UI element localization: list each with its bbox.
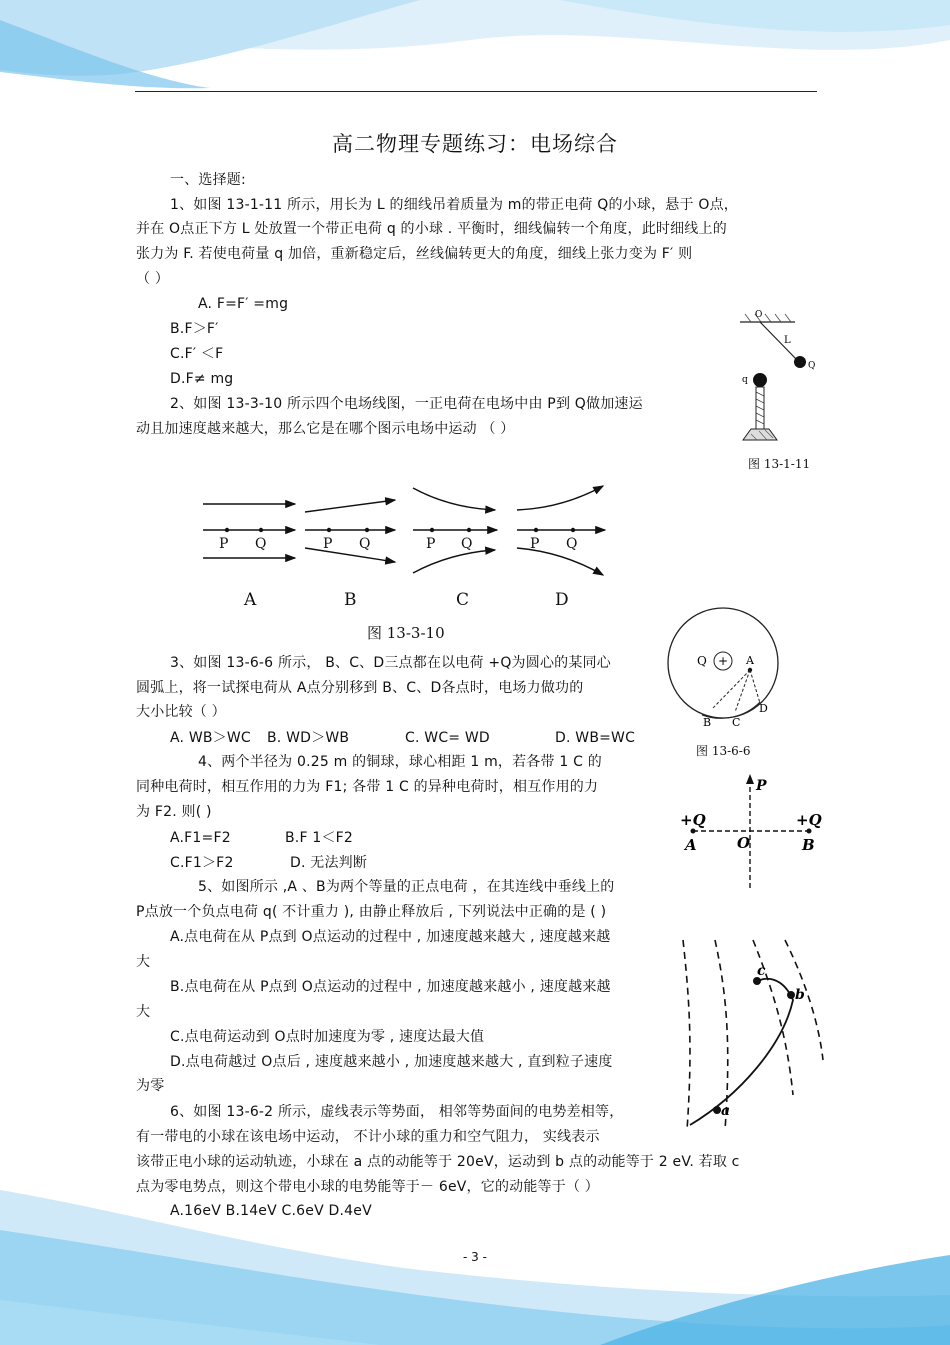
- fig1-label-o: O: [755, 310, 763, 320]
- q6-line-4: 点为零电势点，则这个带电小球的电势能等于－ 6eV，它的动能等于（ ）: [136, 1179, 599, 1195]
- q3-line-1: 3、如图 13-6-6 所示， B、C、D三点都在以电荷 +Q为圆心的某同心: [170, 655, 611, 671]
- fig3-label-q: Q: [697, 654, 707, 668]
- figure-13-6-2: [675, 935, 830, 1135]
- fig2-letter-a: A: [244, 590, 257, 610]
- fig5-label-a: a: [721, 1103, 731, 1119]
- page-title: 高二物理专题练习：电场综合: [332, 132, 618, 156]
- fig3-label-c: C: [732, 716, 741, 729]
- q5-option-b-1: B.点电荷在从 P点到 O点运动的过程中 , 加速度越来越小 , 速度越来越: [170, 979, 611, 995]
- q5-option-a-2: 大: [136, 954, 151, 970]
- fig4-label-b: B: [802, 836, 815, 854]
- q3-line-3: 大小比较（ ）: [136, 704, 226, 720]
- fig2-letter-c: C: [456, 590, 470, 610]
- fig5-label-c: c: [757, 963, 766, 979]
- q5-option-b-2: 大: [136, 1004, 151, 1020]
- q1-option-b: B.F＞F′: [170, 321, 219, 337]
- fig4-label-o: O: [737, 834, 751, 852]
- section-heading: 一、选择题:: [170, 172, 246, 188]
- q5-option-a-1: A.点电荷在从 P点到 O点运动的过程中 , 加速度越来越大 , 速度越来越: [170, 929, 611, 945]
- q1-line-3: 张力为 F. 若使电荷量 q 加倍，重新稳定后，丝线偏转更大的角度，细线上张力变为 F′ 则: [136, 246, 693, 262]
- q1-option-c: C.F′ ＜F: [170, 346, 224, 362]
- fig1-label-q-big: Q: [808, 361, 816, 371]
- figure-13-3-10: [195, 478, 615, 648]
- q5-option-c: C.点电荷运动到 O点时加速度为零 , 速度达最大值: [170, 1029, 485, 1045]
- q5-option-d-2: 为零: [136, 1078, 165, 1094]
- fig3-label-b: B: [703, 716, 712, 729]
- q4-option-a: A.F1=F2: [170, 830, 231, 846]
- q5-option-d-1: D.点电荷越过 O点后 , 速度越来越小 , 加速度越来越大 , 直到粒子速度: [170, 1054, 613, 1070]
- fig2-d-p: P: [530, 536, 540, 552]
- q4-line-3: 为 F2. 则( ): [136, 804, 212, 820]
- q3-option-d: D. WB=WC: [555, 730, 636, 746]
- q3-option-c: C. WC= WD: [405, 730, 490, 746]
- figure-two-charges: [675, 770, 830, 892]
- q1-line-2: 并在 O点正下方 L 处放置一个带正电荷 q 的小球 . 平衡时，细线偏转一个角度，此时细线上的: [136, 221, 727, 237]
- fig3-label-a: A: [746, 654, 754, 667]
- q3-option-b: B. WD＞WB: [267, 730, 350, 746]
- q3-line-2: 圆弧上，将一试探电荷从 A点分别移到 B、C、D各点时，电场力做功的: [136, 680, 584, 696]
- q1-line-1: 1、如图 13-1-11 所示，用长为 L 的细线吊着质量为 m的带正电荷 Q的小球，悬于 O点，: [170, 197, 738, 213]
- q1-option-d: D.F≠ mg: [170, 371, 234, 387]
- q1-option-a: A. F=F′ =mg: [198, 296, 289, 312]
- fig2-caption: 图 13-3-10: [367, 624, 445, 642]
- q1-line-4: （ ）: [136, 271, 170, 287]
- fig1-ball-q: [794, 356, 806, 368]
- q4-option-b: B.F 1＜F2: [285, 830, 354, 846]
- header-rule: [135, 91, 817, 92]
- fig3-caption: 图 13-6-6: [696, 744, 751, 758]
- fig1-caption: 图 13-1-11: [748, 457, 811, 471]
- fig1-label-q-small: q: [742, 375, 748, 385]
- fig1-ball-small-q: [753, 373, 767, 387]
- fig4-label-qb: +Q: [796, 811, 822, 829]
- q5-line-1: 5、如图所示 ,A 、B为两个等量的正点电荷 ，在其连线中垂线上的: [198, 879, 615, 895]
- fig4-label-qa: +Q: [680, 811, 706, 829]
- fig2-letter-d: D: [555, 590, 569, 610]
- q6-line-3: 该带正电小球的运动轨迹，小球在 a 点的动能等于 20eV，运动到 b 点的动能等于 2 eV. 若取 c: [136, 1154, 740, 1170]
- fig4-label-p: P: [756, 778, 767, 794]
- fig2-c-q: Q: [461, 536, 473, 552]
- fig3-plus: +: [718, 654, 729, 668]
- q4-option-c: C.F1＞F2: [170, 855, 234, 871]
- fig4-label-a: A: [685, 836, 697, 854]
- fig2-c-p: P: [426, 536, 436, 552]
- q3-option-a: A. WB＞WC: [170, 730, 251, 746]
- fig2-letter-b: B: [344, 590, 357, 610]
- fig5-label-b: b: [795, 987, 805, 1003]
- fig2-d-q: Q: [566, 536, 578, 552]
- q6-options: A.16eV B.14eV C.6eV D.4eV: [170, 1203, 372, 1219]
- figure-13-1-11: [735, 300, 825, 475]
- fig2-b-q: Q: [359, 536, 371, 552]
- figure-13-6-6: [662, 600, 787, 738]
- fig2-a-q: Q: [255, 536, 267, 552]
- q4-line-1: 4、两个半径为 0.25 m 的铜球，球心相距 1 m，若各带 1 C 的: [198, 754, 602, 770]
- fig2-b-p: P: [323, 536, 333, 552]
- q4-line-2: 同种电荷时，相互作用的力为 F1; 各带 1 C 的异种电荷时，相互作用的力: [136, 779, 599, 795]
- fig3-label-d: D: [759, 702, 768, 715]
- fig1-label-l: L: [784, 335, 791, 346]
- page-number: - 3 -: [463, 1250, 487, 1264]
- q2-line-1: 2、如图 13-3-10 所示四个电场线图，一正电荷在电场中由 P到 Q做加速运: [170, 396, 643, 412]
- q6-line-2: 有一带电的小球在该电场中运动， 不计小球的重力和空气阻力， 实线表示: [136, 1129, 600, 1145]
- fig2-a-p: P: [219, 536, 229, 552]
- q5-line-2: P点放一个负点电荷 q( 不计重力 ), 由静止释放后 , 下列说法中正确的是 ( ): [136, 904, 607, 920]
- q4-option-d: D. 无法判断: [290, 855, 368, 871]
- q2-line-2: 动且加速度越来越大，那么它是在哪个图示电场中运动 （ ）: [136, 421, 515, 437]
- q6-line-1: 6、如图 13-6-2 所示，虚线表示等势面， 相邻等势面间的电势差相等，: [170, 1104, 624, 1120]
